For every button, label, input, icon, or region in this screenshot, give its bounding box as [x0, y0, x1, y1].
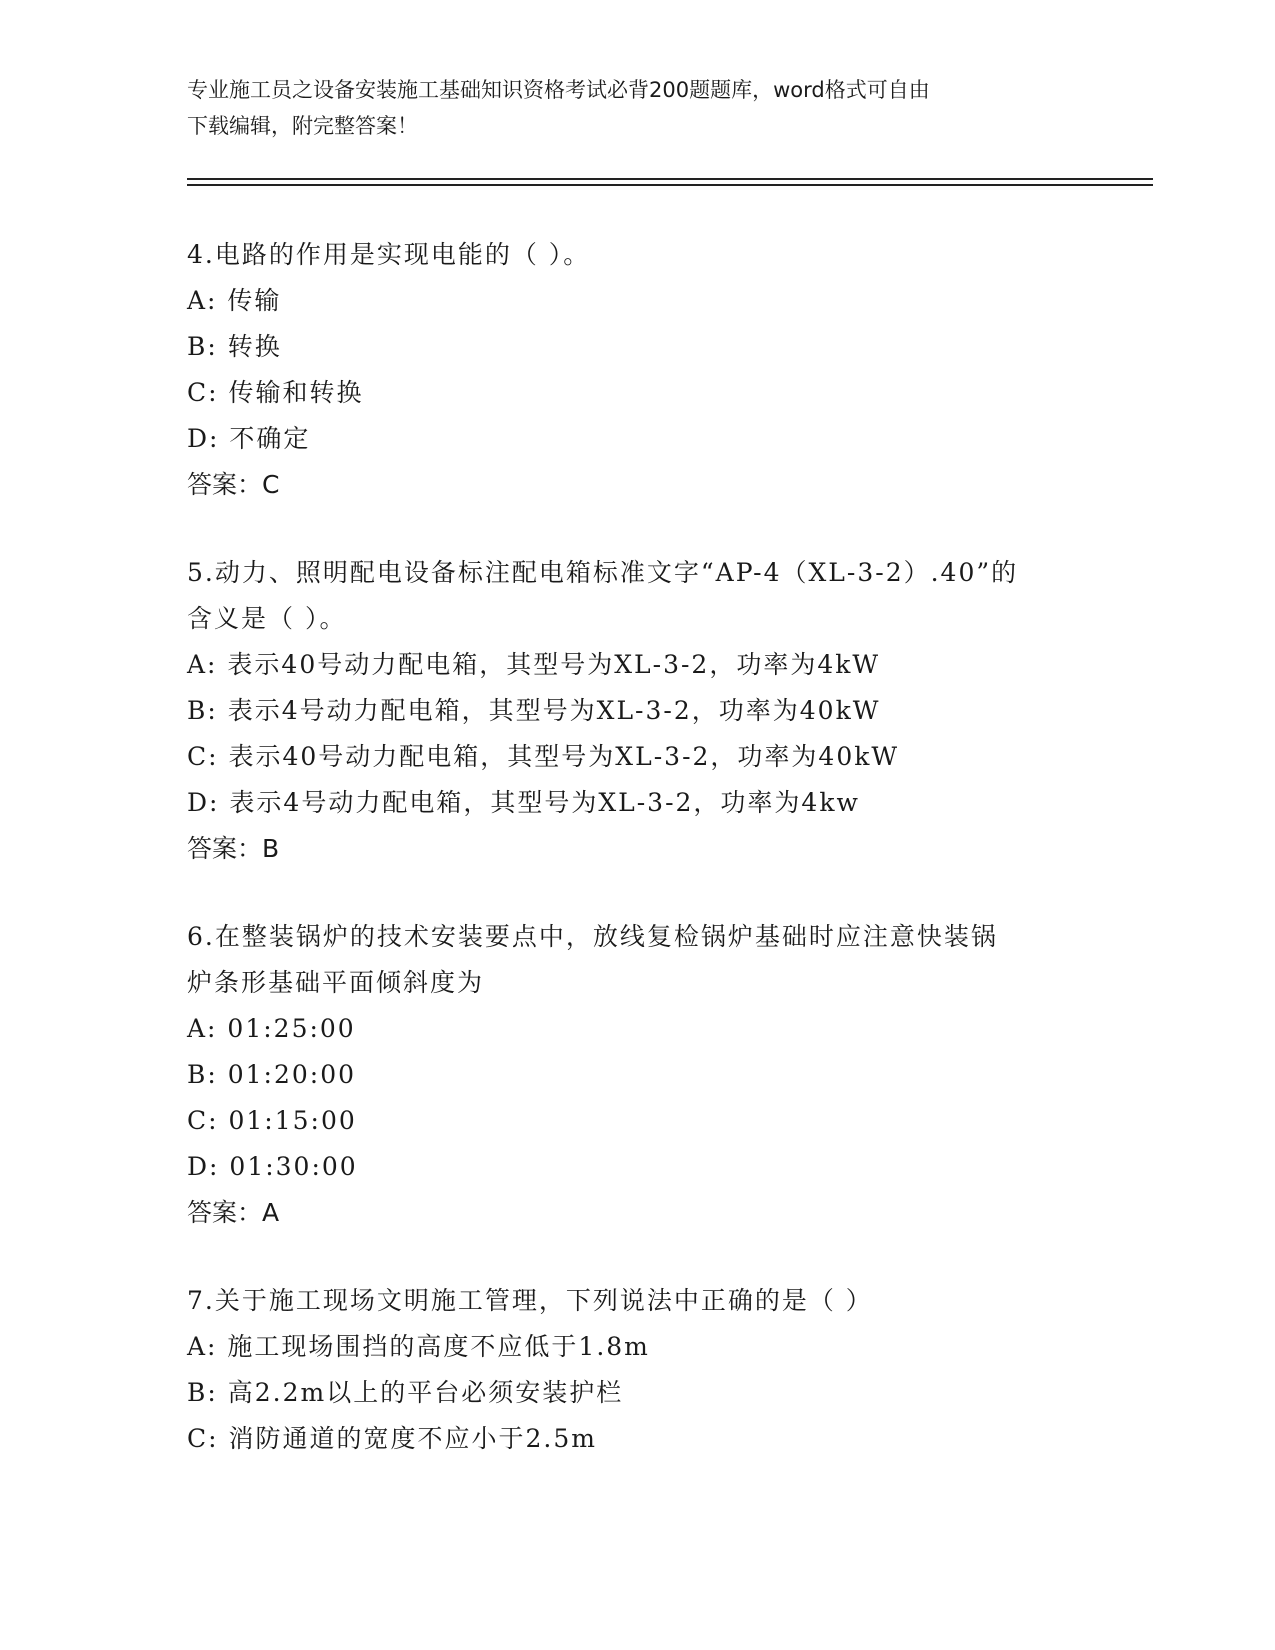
- answer: 答案：A: [187, 1198, 280, 1227]
- option-d: D: 01:30:00: [187, 1152, 358, 1181]
- answer: 答案：C: [187, 470, 280, 499]
- option-c: C: 消防通道的宽度不应小于2.5m: [187, 1424, 597, 1453]
- answer: 答案：B: [187, 834, 280, 863]
- header-line-2: 下载编辑，附完整答案！: [187, 114, 418, 138]
- option-a: A: 01:25:00: [187, 1014, 356, 1043]
- question-6: [187, 914, 1087, 1236]
- question-text-cont: 炉条形基础平面倾斜度为: [187, 968, 485, 997]
- option-c: C: 传输和转换: [187, 378, 364, 407]
- question-5: [187, 550, 1087, 872]
- option-b: B: 转换: [187, 332, 282, 361]
- question-text: 4.电路的作用是实现电能的（ ）。: [187, 240, 591, 269]
- option-b: B: 表示4号动力配电箱，其型号为XL-3-2，功率为40kW: [187, 696, 881, 725]
- question-text-cont: 含义是（ ）。: [187, 604, 347, 633]
- question-4: [187, 232, 1087, 508]
- question-text: 7.关于施工现场文明施工管理，下列说法中正确的是（ ）: [187, 1286, 873, 1315]
- option-d: D: 不确定: [187, 424, 311, 453]
- option-a: A: 施工现场围挡的高度不应低于1.8m: [187, 1332, 650, 1361]
- question-7: [187, 1278, 1087, 1462]
- question-list: [187, 232, 1087, 1504]
- header-divider-bottom: [187, 184, 1153, 186]
- question-text: 6.在整装锅炉的技术安装要点中，放线复检锅炉基础时应注意快装锅: [187, 922, 998, 951]
- option-d: D: 表示4号动力配电箱，其型号为XL-3-2，功率为4kw: [187, 788, 860, 817]
- option-a: A: 传输: [187, 286, 282, 315]
- option-a: A: 表示40号动力配电箱，其型号为XL-3-2，功率为4kW: [187, 650, 881, 679]
- header-divider-top: [187, 178, 1153, 180]
- option-c: C: 01:15:00: [187, 1106, 357, 1135]
- option-b: B: 高2.2m以上的平台必须安装护栏: [187, 1378, 624, 1407]
- option-b: B: 01:20:00: [187, 1060, 357, 1089]
- option-c: C: 表示40号动力配电箱，其型号为XL-3-2，功率为40kW: [187, 742, 900, 771]
- question-text: 5.动力、照明配电设备标注配电箱标准文字“AP-4（XL-3-2）.40”的: [187, 558, 1019, 587]
- document-header: [187, 72, 1067, 144]
- header-line-1: 专业施工员之设备安装施工基础知识资格考试必背200题题库，word格式可自由: [187, 78, 930, 102]
